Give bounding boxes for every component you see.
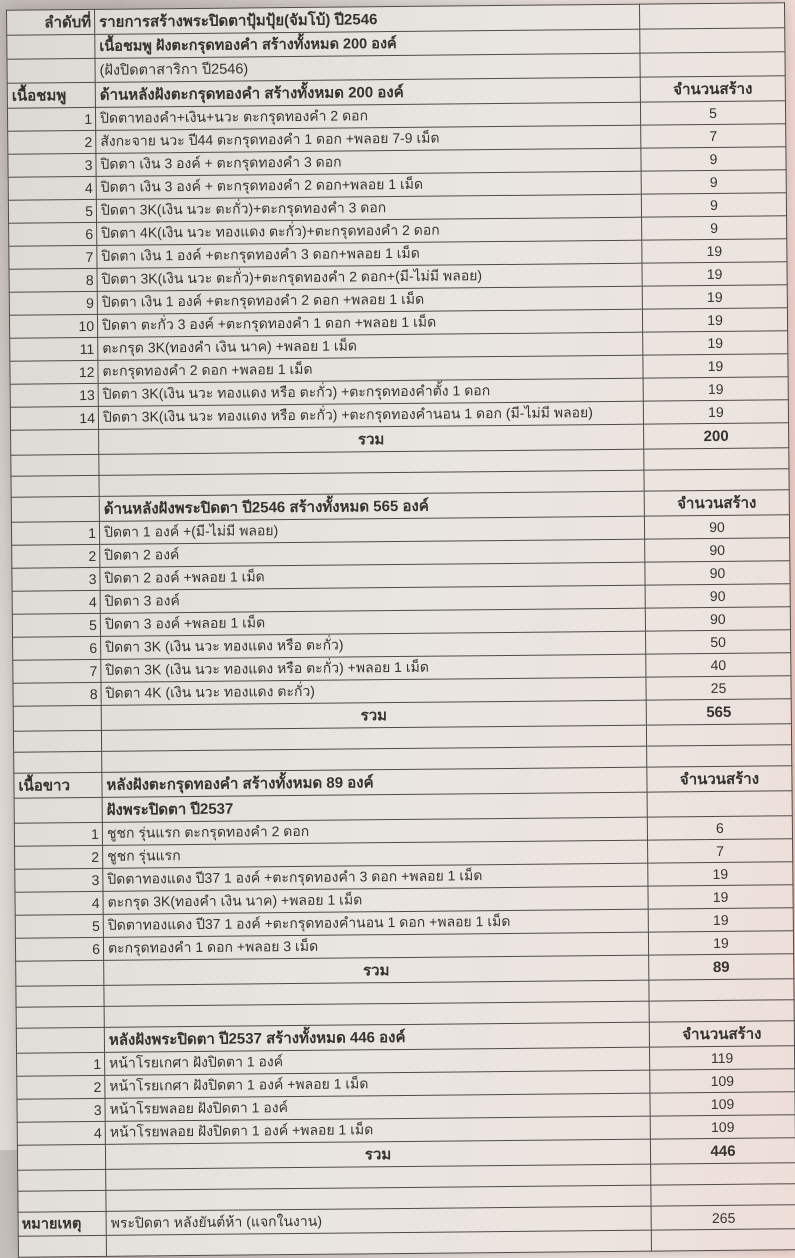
cell-qty: 90	[645, 561, 790, 585]
cell-desc: ปิดตา 4K (เงิน นวะ ทองแดง ตะกั่ว)	[101, 677, 646, 705]
cell-qty: 109	[650, 1115, 795, 1139]
cell-no: 2	[12, 544, 100, 568]
cell-desc: สังกะจาย นวะ ปี44 ตะกรุดทองคำ 1 ดอก +พลอย 7-9 เม็ด	[96, 125, 641, 153]
cell-qty: จำนวนสร้าง	[644, 490, 789, 516]
cell-no: 2	[15, 845, 103, 869]
cell-no: 4	[8, 176, 96, 200]
cell-no	[14, 751, 102, 773]
cell-no	[7, 34, 95, 59]
cell-desc: ปิดตา 3 องค์	[100, 585, 645, 613]
cell-no: 13	[10, 383, 98, 407]
cell-qty: 19	[648, 862, 793, 886]
cell-desc: รวม	[105, 1139, 650, 1169]
cell-no: 8	[9, 268, 97, 292]
amulet-table-body	[7, 3, 795, 1257]
cell-desc: ปิดตา 3K (เงิน นวะ ทองแดง หรือ ตะกั่ว)	[101, 631, 646, 659]
cell-no	[18, 1235, 106, 1257]
cell-qty: 109	[650, 1092, 795, 1116]
cell-desc: ตะกรุดทองคำ 2 ดอก +พลอย 1 เม็ด	[98, 355, 643, 383]
cell-qty	[644, 469, 789, 491]
cell-no: 7	[13, 659, 101, 683]
cell-desc: (ฝังปิดตาสาริกา ปี2546)	[95, 53, 640, 82]
cell-qty: 109	[650, 1069, 795, 1093]
cell-qty: 446	[650, 1138, 795, 1164]
cell-qty: 19	[648, 908, 793, 932]
cell-no	[11, 429, 99, 455]
cell-desc: รวม	[101, 700, 646, 730]
cell-desc: ปิดตา 3K(เงิน นวะ ทองแดง หรือ ตะกั่ว) +ตะกรุดทองคำตั้ง 1 ดอก	[98, 378, 643, 406]
paper-sheet	[6, 2, 795, 1257]
cell-qty: 19	[642, 285, 787, 309]
cell-no: 5	[8, 199, 96, 223]
cell-no: 3	[17, 1098, 105, 1122]
cell-qty: 119	[650, 1046, 795, 1070]
cell-no	[7, 58, 95, 83]
cell-desc: ปิดตา 3K(เงิน นวะ ตะกั่ว)+ตะกรุดทองคำ 2 ดอก+(มี-ไม่มี พลอย)	[97, 263, 642, 291]
cell-qty: 9	[642, 216, 787, 240]
cell-qty: 9	[641, 147, 786, 171]
cell-no: 11	[10, 337, 98, 361]
cell-no: 3	[8, 153, 96, 177]
cell-no: 6	[9, 222, 97, 246]
cell-desc: ปิดตา 4K(เงิน นวะ ทองแดง ตะกั่ว)+ตะกรุดทองคำ 2 ดอก	[97, 217, 642, 245]
cell-no: เนื้อชมพู	[7, 82, 95, 108]
cell-no: 5	[15, 914, 103, 938]
cell-no: 7	[9, 245, 97, 269]
cell-qty: 6	[647, 816, 792, 840]
cell-no	[16, 1027, 104, 1053]
cell-no: 3	[12, 567, 100, 591]
cell-desc: ปิดตา เงิน 3 องค์ + ตะกรุดทองคำ 3 ดอก	[96, 148, 641, 176]
cell-no	[11, 475, 99, 497]
cell-desc: หน้าโรยพลอย ฝังปิดตา 1 องค์ +พลอย 1 เม็ด	[105, 1116, 650, 1144]
cell-qty	[646, 724, 791, 746]
cell-desc: ปิดตา 3K(เงิน นวะ ตะกั่ว)+ตะกรุดทองคำ 3 ดอก	[96, 194, 641, 222]
cell-qty: 25	[646, 676, 791, 700]
cell-no	[16, 960, 104, 986]
cell-qty: 265	[651, 1205, 795, 1230]
cell-no	[16, 1006, 104, 1028]
cell-desc: ปิดตา 2 องค์	[100, 539, 645, 567]
cell-no: 6	[15, 937, 103, 961]
cell-qty: จำนวนสร้าง	[647, 766, 792, 792]
cell-qty: 565	[646, 699, 791, 725]
cell-qty	[640, 52, 785, 77]
cell-desc: ตะกรุด 3K(ทองคำ เงิน นาค) +พลอย 1 เม็ด	[103, 886, 648, 914]
cell-desc: ปิดตาทองคำ+เงิน+นวะ ตะกรุดทองคำ 2 ดอก	[95, 102, 640, 130]
cell-no	[11, 454, 99, 476]
cell-qty	[649, 1000, 794, 1022]
cell-qty: 9	[641, 170, 786, 194]
cell-no: 4	[15, 891, 103, 915]
cell-desc	[106, 1230, 651, 1256]
cell-qty: 90	[645, 584, 790, 608]
cell-qty	[647, 745, 792, 767]
cell-desc: ปิดตา 2 องค์ +พลอย 1 เม็ด	[100, 562, 645, 590]
cell-qty: 19	[643, 331, 788, 355]
cell-qty: 9	[641, 193, 786, 217]
cell-no: 14	[10, 406, 98, 430]
cell-qty: 19	[648, 931, 793, 955]
cell-qty: 7	[648, 839, 793, 863]
cell-qty: 7	[641, 124, 786, 148]
cell-qty: 19	[642, 308, 787, 332]
cell-no: 5	[12, 613, 100, 637]
cell-desc: ปิดตา 3 องค์ +พลอย 1 เม็ด	[100, 608, 645, 636]
cell-qty: 19	[642, 262, 787, 286]
cell-no: 1	[11, 521, 99, 545]
cell-no: 3	[15, 868, 103, 892]
cell-qty: 89	[649, 954, 794, 980]
cell-desc: ด้านหลังฝังตะกรุดทองคำ สร้างทั้งหมด 200 องค์	[95, 77, 640, 107]
cell-qty	[651, 1163, 795, 1185]
cell-no: 8	[13, 682, 101, 706]
cell-qty	[644, 448, 789, 470]
cell-qty: 5	[640, 101, 785, 125]
cell-no	[16, 985, 104, 1007]
cell-no	[17, 1144, 105, 1170]
cell-desc: หลังฝังพระปิดตา ปี2537 สร้างทั้งหมด 446 องค์	[104, 1022, 649, 1052]
cell-desc: ปิดตาทองแดง ปี37 1 องค์ +ตะกรุดทองคำ 3 ดอก +พลอย 1 เม็ด	[103, 863, 648, 891]
cell-qty: 90	[645, 607, 790, 631]
cell-desc: รวม	[104, 955, 649, 985]
cell-qty	[647, 791, 792, 817]
cell-desc: ชูชก รุ่นแรก ตะกรุดทองคำ 2 ดอก	[102, 817, 647, 845]
cell-desc: ตะกรุด 3K(ทองคำ เงิน นาค) +พลอย 1 เม็ด	[98, 332, 643, 360]
cell-desc: ปิดตา 3K(เงิน นวะ ทองแดง หรือ ตะกั่ว) +ตะกรุดทองคำนอน 1 ดอก (มี-ไม่มี พลอย)	[98, 401, 643, 429]
cell-desc: ตะกรุดทองคำ 1 ดอก +พลอย 3 เม็ด	[103, 932, 648, 960]
cell-desc: ปิดตา เงิน 1 องค์ +ตะกรุดทองคำ 2 ดอก +พลอย 1 เม็ด	[97, 286, 642, 314]
cell-desc: รายการสร้างพระปิดตาปุ้มปุ้ย(จัมโบ้) ปี2546	[95, 4, 640, 34]
cell-qty: 90	[645, 538, 790, 562]
cell-no: 4	[12, 590, 100, 614]
cell-no	[14, 797, 102, 823]
cell-no: 2	[17, 1075, 105, 1099]
cell-desc: หน้าโรยพลอย ฝังปิดตา 1 องค์	[105, 1093, 650, 1121]
amulet-production-table	[6, 2, 795, 1257]
cell-no: หมายเหตุ	[18, 1211, 106, 1236]
cell-desc: ปิดตา เงิน 3 องค์ + ตะกรุดทองคำ 2 ดอก+พลอย 1 เม็ด	[96, 171, 641, 199]
cell-no: 6	[13, 636, 101, 660]
cell-desc: หน้าโรยเกศา ฝังปิดตา 1 องค์ +พลอย 1 เม็ด	[105, 1070, 650, 1098]
cell-qty: 50	[646, 630, 791, 654]
cell-qty: 19	[642, 239, 787, 263]
cell-qty: 40	[646, 653, 791, 677]
cell-qty: 19	[643, 400, 788, 424]
cell-qty	[649, 979, 794, 1001]
cell-qty: 90	[644, 515, 789, 539]
cell-desc: ปิดตาทองแดง ปี37 1 องค์ +ตะกรุดทองคำนอน 1 ดอก +พลอย 1 เม็ด	[103, 909, 648, 937]
cell-desc: ปิดตา 1 องค์ +(มี-ไม่มี พลอย)	[99, 516, 644, 544]
cell-qty: 19	[648, 885, 793, 909]
cell-qty	[640, 28, 785, 53]
cell-qty	[639, 3, 784, 29]
cell-qty	[651, 1229, 795, 1251]
cell-desc: เนื้อชมพู ฝังตะกรุดทองคำ สร้างทั้งหมด 200 องค์	[95, 29, 640, 58]
cell-no: 4	[17, 1121, 105, 1145]
cell-no	[13, 730, 101, 752]
cell-no: 2	[8, 130, 96, 154]
cell-qty: จำนวนสร้าง	[640, 76, 785, 102]
cell-no: 10	[9, 314, 97, 338]
cell-no: 1	[14, 822, 102, 846]
cell-desc: รวม	[99, 424, 644, 454]
cell-desc: ปิดตา 3K (เงิน นวะ ทองแดง หรือ ตะกั่ว) +พลอย 1 เม็ด	[101, 654, 646, 682]
cell-desc: ชูชก รุ่นแรก	[103, 840, 648, 868]
cell-desc: พระปิดตา หลังยันต์ห้า (แจกในงาน)	[106, 1206, 651, 1235]
cell-desc: หลังฝังตะกรุดทองคำ สร้างทั้งหมด 89 องค์	[102, 767, 647, 797]
cell-no	[11, 496, 99, 522]
cell-no: 1	[7, 107, 95, 131]
cell-desc: ฝังพระปิดตา ปี2537	[102, 792, 647, 822]
cell-qty: 19	[643, 354, 788, 378]
cell-desc: หน้าโรยเกศา ฝังปิดตา 1 องค์	[105, 1047, 650, 1075]
cell-no: 12	[10, 360, 98, 384]
cell-qty: จำนวนสร้าง	[649, 1021, 794, 1047]
cell-qty: 19	[643, 377, 788, 401]
cell-no	[18, 1190, 106, 1212]
cell-no: 9	[9, 291, 97, 315]
cell-no	[18, 1169, 106, 1191]
cell-desc: ด้านหลังฝังพระปิดตา ปี2546 สร้างทั้งหมด 565 องค์	[99, 491, 644, 521]
cell-desc: ปิดตา เงิน 1 องค์ +ตะกรุดทองคำ 3 ดอก+พลอย 1 เม็ด	[97, 240, 642, 268]
cell-no: ลำดับที่	[7, 9, 95, 35]
cell-qty: 200	[644, 423, 789, 449]
cell-no: 1	[17, 1052, 105, 1076]
cell-no: เนื้อขาว	[14, 772, 102, 798]
cell-no	[13, 705, 101, 731]
cell-desc: ปิดตา ตะกั่ว 3 องค์ +ตะกรุดทองคำ 1 ดอก +พลอย 1 เม็ด	[97, 309, 642, 337]
cell-qty	[651, 1184, 795, 1206]
